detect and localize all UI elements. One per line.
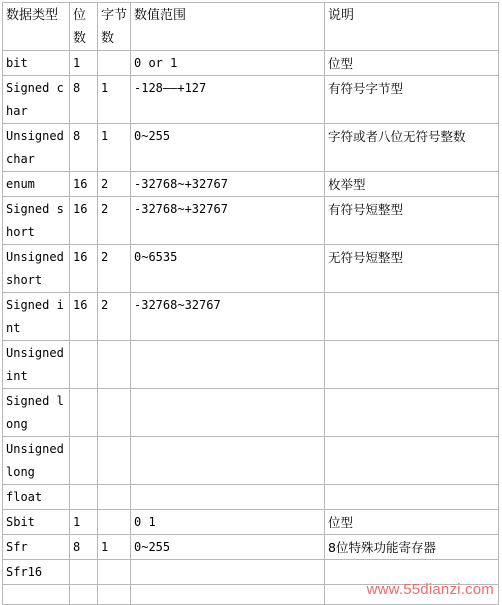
header-data-type: 数据类型	[3, 3, 70, 51]
cell-description: 有符号字节型	[325, 76, 499, 124]
cell-bytes: 1	[98, 535, 131, 560]
cell-bits: 16	[70, 172, 98, 197]
table-row	[3, 341, 499, 389]
cell-type: Signed long	[3, 389, 70, 437]
table-header-row	[3, 3, 499, 51]
cell-bits: 1	[70, 51, 98, 76]
cell-bits	[70, 585, 98, 605]
cell-description: 位型	[325, 510, 499, 535]
table-row	[3, 437, 499, 485]
cell-bits	[70, 437, 98, 485]
cell-type: Signed int	[3, 293, 70, 341]
table-row	[3, 535, 499, 560]
cell-bytes	[98, 585, 131, 605]
cell-description: 字符或者八位无符号整数	[325, 124, 499, 172]
cell-type: Sbit	[3, 510, 70, 535]
cell-bytes: 1	[98, 124, 131, 172]
cell-range	[131, 341, 325, 389]
table-row	[3, 510, 499, 535]
cell-description: 无符号短整型	[325, 245, 499, 293]
cell-description: 位型	[325, 51, 499, 76]
table-row	[3, 293, 499, 341]
cell-bytes	[98, 485, 131, 510]
cell-description	[325, 389, 499, 437]
cell-bytes: 1	[98, 76, 131, 124]
cell-type	[3, 585, 70, 605]
cell-description: 8位特殊功能寄存器	[325, 535, 499, 560]
cell-type: float	[3, 485, 70, 510]
cell-description	[325, 485, 499, 510]
header-bytes: 字节数	[98, 3, 131, 51]
cell-range: 0~6535	[131, 245, 325, 293]
cell-range: -128——+127	[131, 76, 325, 124]
cell-description	[325, 437, 499, 485]
cell-type: Unsigned int	[3, 341, 70, 389]
cell-type: Unsigned char	[3, 124, 70, 172]
cell-range: -32768~32767	[131, 293, 325, 341]
cell-bits: 1	[70, 510, 98, 535]
table-row	[3, 389, 499, 437]
header-bits: 位数	[70, 3, 98, 51]
table-row	[3, 124, 499, 172]
cell-type: Unsigned short	[3, 245, 70, 293]
table-row	[3, 197, 499, 245]
cell-bytes	[98, 51, 131, 76]
cell-bytes: 2	[98, 245, 131, 293]
cell-range: -32768~+32767	[131, 197, 325, 245]
cell-bytes: 2	[98, 293, 131, 341]
cell-bytes	[98, 341, 131, 389]
table-row	[3, 172, 499, 197]
cell-type: Sfr	[3, 535, 70, 560]
cell-bytes: 2	[98, 197, 131, 245]
table-row	[3, 51, 499, 76]
cell-bits: 16	[70, 293, 98, 341]
cell-description	[325, 341, 499, 389]
cell-bits: 8	[70, 76, 98, 124]
header-description: 说明	[325, 3, 499, 51]
cell-type: Unsigned long	[3, 437, 70, 485]
cell-range	[131, 437, 325, 485]
cell-bits: 8	[70, 535, 98, 560]
cell-range: 0~255	[131, 535, 325, 560]
cell-range: 0 or 1	[131, 51, 325, 76]
cell-description	[325, 293, 499, 341]
cell-range	[131, 585, 325, 605]
cell-range: -32768~+32767	[131, 172, 325, 197]
cell-bytes	[98, 437, 131, 485]
header-value-range: 数值范围	[131, 3, 325, 51]
cell-type: Sfr16	[3, 560, 70, 585]
cell-bits	[70, 389, 98, 437]
cell-description: 枚举型	[325, 172, 499, 197]
cell-type: enum	[3, 172, 70, 197]
cell-bits	[70, 341, 98, 389]
cell-range	[131, 485, 325, 510]
cell-bytes	[98, 560, 131, 585]
cell-range	[131, 560, 325, 585]
table-row	[3, 485, 499, 510]
cell-description: 有符号短整型	[325, 197, 499, 245]
cell-bytes: 2	[98, 172, 131, 197]
cell-bytes	[98, 389, 131, 437]
cell-type: Signed short	[3, 197, 70, 245]
cell-bits: 8	[70, 124, 98, 172]
cell-bytes	[98, 510, 131, 535]
table-row	[3, 76, 499, 124]
cell-range: 0 1	[131, 510, 325, 535]
cell-type: Signed char	[3, 76, 70, 124]
cell-type: bit	[3, 51, 70, 76]
cell-range	[131, 389, 325, 437]
data-type-table	[2, 2, 499, 605]
cell-bits	[70, 560, 98, 585]
table-row	[3, 245, 499, 293]
site-watermark: www.55dianzi.com	[366, 581, 494, 598]
cell-bits: 16	[70, 197, 98, 245]
cell-range: 0~255	[131, 124, 325, 172]
cell-bits: 16	[70, 245, 98, 293]
cell-bits	[70, 485, 98, 510]
